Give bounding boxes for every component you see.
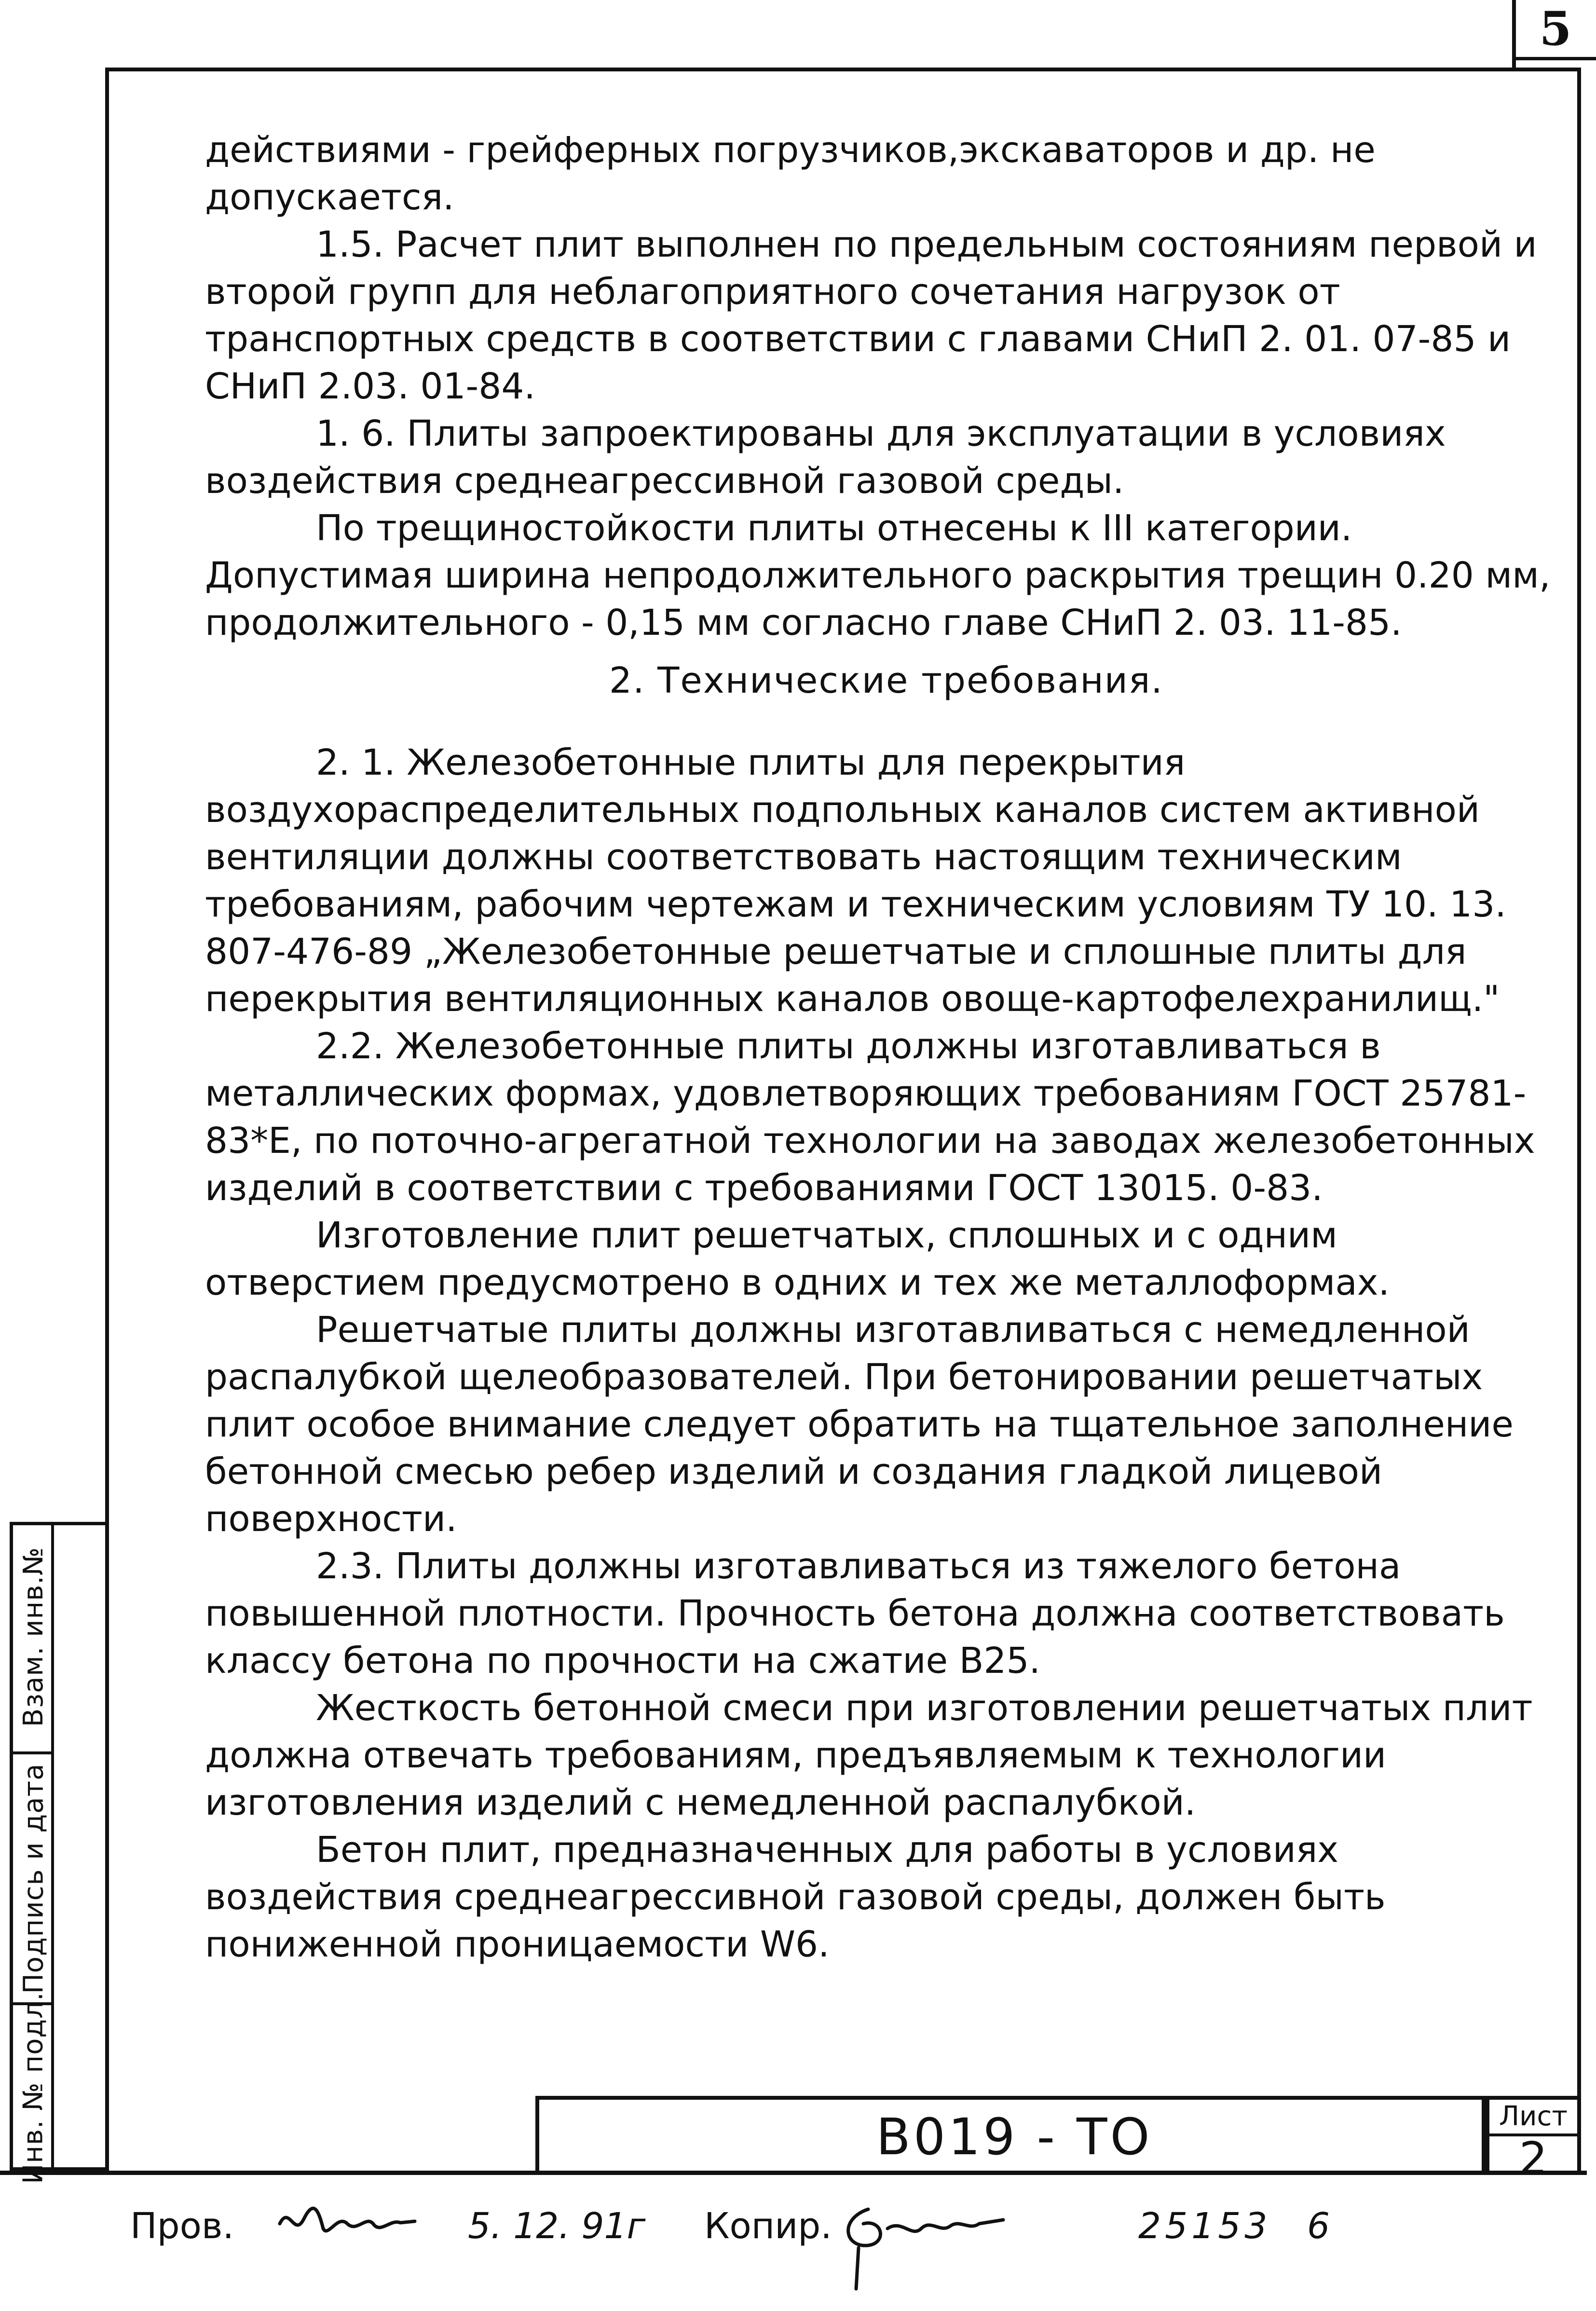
document-body: [205, 126, 1568, 1968]
paragraph-1-6: 1. 6. Плиты запроектированы для эксплуатации в условиях воздействия среднеагрессивной газовой среды.: [205, 413, 1446, 502]
document-code: В019 - ТО: [876, 2107, 1153, 2166]
footer-format: 6: [1307, 2205, 1330, 2247]
checker-signature: [275, 2195, 420, 2253]
section-title: 2. Технические требования.: [609, 660, 1163, 701]
stamp-column: [13, 1525, 54, 2184]
paragraph-1-5: 1.5. Расчет плит выполнен по предельным состояниям первой и второй групп для неблагоприятного сочетания нагрузок от транспортных средств в соответствии с главами СНиП 2. 01. 07-85 и СНиП 2.03. 01-84.: [205, 224, 1537, 407]
paragraph-2-1: 2. 1. Железобетонные плиты для перекрытия воздухораспределительных подпольных каналов систем активной вентиляции должны соответствовать настоящим техническим требованиям, рабочим чертежам и техническим условиям ТУ 10. 13. 807-476-89 „Железобетонные решетчатые и сплошные плиты для перекрытия вентиляционных каналов овоще-картофелехранилищ.": [205, 742, 1506, 1020]
sheet-label: Лист: [1489, 2100, 1577, 2136]
title-block: [535, 2096, 1486, 2171]
footer-kopir-label: Копир.: [704, 2205, 832, 2247]
paragraph-1-4-end: действиями - грейферных погрузчиков,экскаваторов и др. не допускается.: [205, 129, 1376, 218]
paragraph-concrete-stiffness: Жесткость бетонной смеси при изготовлении решетчатых плит должна отвечать требованиям, предъявляемым к технологии изготовления изделий с немедленной распалубкой.: [205, 1687, 1533, 1823]
page-number: 5: [1539, 1, 1572, 56]
stamp-inv-podl-label: Инв. № подл.: [18, 1992, 49, 2184]
paragraph-crack-resistance: По трещиностойкости плиты отнесены к III категории. Допустимая ширина непродолжительного раскрытия трещин 0.20 мм, продолжительного - 0,15 мм согласно главе СНиП 2. 03. 11-85.: [205, 507, 1551, 643]
paragraph-permeability: Бетон плит, предназначенных для работы в условиях воздействия среднеагрессивной газовой среды, должен быть пониженной проницаемости W6.: [205, 1829, 1386, 1965]
page-number-underline: [1512, 57, 1596, 60]
paragraph-2-3: 2.3. Плиты должны изготавливаться из тяжелого бетона повышенной плотности. Прочность бетона должна соответствовать классу бетона по прочности на сжатие В25.: [205, 1545, 1505, 1682]
paragraph-2-2: 2.2. Железобетонные плиты должны изготавливаться в металлических формах, удовлетворяющих требованиям ГОСТ 25781-83*Е, по поточно-агрегатной технологии на заводах железобетонных изделий в соответствии с требованиями ГОСТ 13015. 0-83.: [205, 1026, 1535, 1209]
footer-date: 5. 12. 91г: [468, 2205, 646, 2247]
stamp-cell-podpis-data: [13, 1751, 54, 2002]
footer-order-number: 25153: [1138, 2205, 1271, 2247]
margin-stamp: [10, 1522, 105, 2184]
sheet-box: [1486, 2096, 1581, 2184]
sheet-number: 2: [1519, 2133, 1548, 2184]
stamp-podpis-data-label: Подпись и дата: [18, 1763, 50, 1994]
stamp-cell-inv-podl: [13, 1992, 54, 2184]
stamp-cell-vzam-inv: [13, 1522, 54, 1751]
footer-prov-label: Пров.: [130, 2205, 234, 2247]
copier-signature: [830, 2190, 1013, 2291]
footer: [130, 2200, 1481, 2296]
paragraph-forms: Изготовление плит решетчатых, сплошных и с одним отверстием предусмотрено в одних и тех же металлоформах.: [205, 1215, 1390, 1303]
paragraph-lattice-plates: Решетчатые плиты должны изготавливаться с немедленной распалубкой щелеобразователей. При бетонировании решетчатых плит особое внимание следует обратить на тщательное заполнение бетонной смесью ребер изделий и создания гладкой лицевой поверхности.: [205, 1309, 1514, 1540]
stamp-vzam-inv-label: Взам. инв.№: [18, 1546, 50, 1727]
